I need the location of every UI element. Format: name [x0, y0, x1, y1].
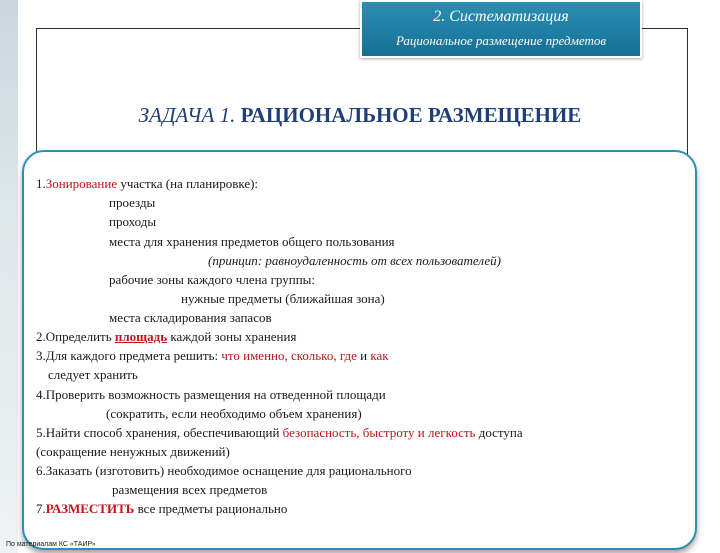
- item-5-keywords: безопасность, быстроту и легкость: [282, 425, 476, 440]
- sub-item-work-zones: рабочие зоны каждого члена группы:: [109, 272, 316, 287]
- item-5-rest: доступа: [475, 425, 523, 440]
- sub-item-passages: проходы: [109, 214, 157, 229]
- item-3-keywords: что именно, сколько, где: [221, 348, 357, 363]
- item-5-text: 5.Найти способ хранения, обеспечивающий: [36, 425, 283, 440]
- section-subtitle: Рациональное размещение предметов: [395, 33, 607, 48]
- item-4-note: (сократить, если необходимо объем хранения): [106, 406, 362, 421]
- side-decor-bar: [0, 0, 18, 553]
- item-5-note: (сокращение ненужных движений): [36, 444, 230, 459]
- item-7-text: все предметы рационально: [134, 501, 288, 516]
- item-7: [36, 501, 287, 517]
- item-7-keyword: РАЗМЕСТИТЬ: [45, 501, 135, 516]
- item-1-term: Зонирование: [45, 176, 118, 191]
- item-3-text: 3.Для каждого предмета решить:: [36, 348, 222, 363]
- item-7-number: 7.: [36, 501, 46, 516]
- item-3-continued: следует хранить: [48, 367, 138, 382]
- task-prefix: ЗАДАЧА 1.: [138, 103, 236, 127]
- item-2: [36, 329, 296, 345]
- footer-note: По материалам КС «ТАИР»: [6, 541, 96, 548]
- item-3-and: и: [356, 348, 371, 363]
- item-3: [36, 348, 389, 364]
- section-title: 2. Систематизация: [433, 8, 569, 25]
- sub-item-needed-items: нужные предметы (ближайшая зона): [181, 291, 385, 306]
- principle-note-text: (принцип: равноудаленность от всех пользователей): [208, 253, 501, 268]
- task-heading: [0, 103, 720, 128]
- item-1-text: участка (на планировке):: [117, 176, 259, 191]
- sub-item-roads: проезды: [109, 195, 156, 210]
- section-header: [360, 0, 642, 58]
- item-3-how: как: [370, 348, 389, 363]
- item-2-rest: каждой зоны хранения: [167, 329, 297, 344]
- item-5: [36, 425, 523, 441]
- task-title: РАЦИОНАЛЬНОЕ РАЗМЕЩЕНИЕ: [240, 103, 582, 127]
- item-6: 6.Заказать (изготовить) необходимое оснащение для рационального: [36, 463, 412, 478]
- item-2-text: 2.Определить: [36, 329, 115, 344]
- principle-note: [208, 253, 501, 269]
- sub-item-shared-storage: места для хранения предметов общего пользования: [109, 234, 395, 249]
- item-4: 4.Проверить возможность размещения на отведенной площади: [36, 387, 386, 402]
- item-1: [36, 176, 258, 192]
- item-2-term: площадь: [114, 329, 168, 344]
- sub-item-reserves: места складирования запасов: [109, 310, 272, 325]
- item-1-number: 1.: [36, 176, 46, 191]
- item-6-continued: размещения всех предметов: [112, 482, 268, 497]
